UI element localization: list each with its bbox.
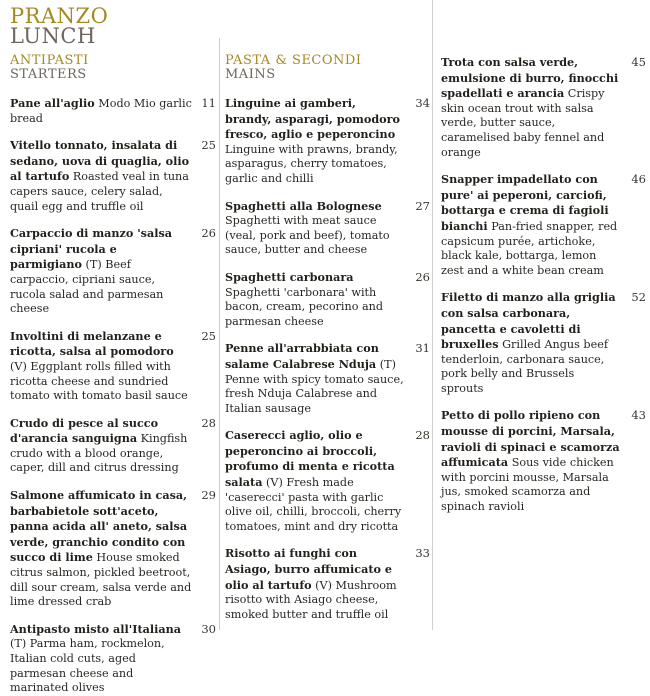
section-subtitle-starters: STARTERS: [10, 67, 87, 82]
menu-item: [441, 290, 646, 396]
menu-item: [10, 138, 216, 214]
item-price: 43: [631, 408, 646, 423]
item-name: Petto di pollo ripieno con mousse di porcini, Marsala, ravioli di spinaci e scamorza affumicata: [441, 408, 620, 470]
section-title-pasta-secondi: PASTA & SECONDI: [225, 53, 362, 68]
item-description: Kingfish crudo with a blood orange, caper, dill and citrus dressing: [10, 432, 188, 475]
item-price: 34: [415, 96, 430, 110]
item-description: Sous vide chicken with porcini mousse, Marsala jus, smoked scamorza and spinach ravioli: [441, 456, 614, 514]
menu-item: [10, 226, 216, 317]
item-name: Salmone affumicato in casa, barbabietole sott'aceto, panna acida all' aneto, salsa verde, granchio condito con succo di lime: [10, 488, 188, 565]
menu-item: [441, 172, 646, 278]
item-name: Antipasto misto all'Italiana: [10, 621, 181, 636]
item-name: Caserecci aglio, olio e peperoncino ai broccoli, profumo di menta e ricotta salata: [225, 428, 395, 490]
item-price: 11: [201, 96, 216, 110]
menu-subtitle: LUNCH: [10, 24, 96, 48]
item-price: 52: [631, 290, 646, 305]
column-divider-right: [432, 0, 433, 630]
menu-item: [225, 546, 430, 622]
item-description: (T) Penne with spicy tomato sauce, fresh Nduja Calabrese and Italian sausage: [225, 357, 404, 415]
menu-item: [225, 96, 430, 187]
menu-item: [225, 199, 430, 258]
menu-item: [10, 622, 216, 696]
item-description: Modo Mio garlic bread: [10, 97, 192, 125]
item-price: 25: [201, 328, 216, 343]
item-name: Vitello tonnato, insalata di sedano, uova di quaglia, olio al tartufo: [10, 138, 190, 184]
item-name: Snapper impadellato con pure' ai peperoni, carciofi, bottarga e crema di fagioli bianchi: [441, 172, 609, 233]
menu-title: PRANZO: [10, 4, 109, 28]
menu-item: [225, 270, 430, 329]
item-description: Crispy skin ocean trout with salsa verde, butter sauce, caramelised baby fennel and orange: [441, 87, 605, 159]
menu-item: [10, 329, 216, 404]
item-name: Spaghetti carbonara: [225, 269, 354, 284]
item-description: (T) Parma ham, rockmelon, Italian cold cuts, aged parmesan cheese and marinated olives: [10, 637, 165, 695]
item-price: 31: [415, 341, 430, 356]
item-name: Spaghetti alla Bolognese: [225, 198, 382, 213]
item-price: 33: [415, 546, 430, 561]
item-description: (V) Mushroom risotto with Asiago cheese, smoked butter and truffle oil: [225, 578, 397, 621]
item-price: 26: [201, 226, 216, 241]
item-name: Pane all'aglio: [10, 96, 95, 110]
menu-item: [441, 55, 646, 160]
item-description: Spaghetti with meat sauce (veal, pork and beef), tomato sauce, butter and cheese: [225, 214, 390, 257]
column-mains-continued: [441, 55, 646, 515]
item-name: Linguine ai gamberi, brandy, asparagi, pomodoro fresco, aglio e peperoncino: [225, 96, 400, 142]
item-price: 29: [201, 488, 216, 503]
item-description: Linguine with prawns, brandy, asparagus, cherry tomatoes, garlic and chilli: [225, 142, 398, 185]
menu-item: [225, 341, 430, 416]
menu-item: [225, 428, 430, 534]
item-price: 27: [415, 198, 430, 213]
item-price: 30: [201, 621, 216, 636]
item-name: Trota con salsa verde, emulsione di burro, finocchi spadellati e arancia: [441, 55, 619, 101]
item-description: House smoked citrus salmon, pickled beetroot, dill sour cream, salsa verde and lime dressed crab: [10, 551, 192, 609]
item-description: (T) Beef carpaccio, cipriani sauce, rucola salad and parmesan cheese: [10, 258, 164, 316]
item-price: 26: [415, 269, 430, 284]
item-description: (V) Fresh made 'caserecci' pasta with garlic olive oil, chilli, broccoli, cherry tomatoes, mint and dry ricotta: [225, 476, 402, 533]
item-description: Roasted veal in tuna capers sauce, celery salad, quail egg and truffle oil: [10, 170, 189, 213]
item-price: 28: [415, 428, 430, 443]
item-name: Crudo di pesce al succo d'arancia sanguigna: [10, 415, 159, 446]
item-name: Penne all'arrabbiata con salame Calabrese Nduja: [225, 341, 379, 371]
item-name: Risotto ai funghi con Asiago, burro affumicato e olio al tartufo: [225, 546, 393, 592]
item-description: Spaghetti 'carbonara' with bacon, cream, pecorino and parmesan cheese: [225, 285, 384, 328]
item-name: Involtini di melanzane e ricotta, salsa al pomodoro: [10, 328, 174, 359]
section-subtitle-mains: MAINS: [225, 67, 276, 82]
column-antipasti: [10, 54, 216, 696]
column-divider-left: [219, 38, 220, 630]
menu-item: [10, 96, 216, 126]
item-price: 28: [201, 415, 216, 430]
menu-item: [10, 488, 216, 610]
item-price: 25: [201, 138, 216, 153]
column-pasta-secondi: [225, 54, 430, 622]
item-name: Carpaccio di manzo 'salsa cipriani' rucola e parmigiano: [10, 226, 173, 272]
item-description: Grilled Angus beef tenderloin, carbonara sauce, pork belly and Brussels sprouts: [441, 338, 608, 395]
item-description: Pan-fried snapper, red capsicum purée, artichoke, black kale, bottarga, lemon zest and a white bean cream: [441, 219, 618, 277]
item-price: 45: [631, 55, 646, 69]
item-name: Filetto di manzo alla griglia con salsa carbonara, pancetta e cavoletti di bruxelles: [441, 290, 616, 352]
item-price: 46: [631, 172, 646, 187]
menu-item: [441, 408, 646, 514]
item-description: (V) Eggplant rolls filled with ricotta cheese and sundried tomato with tomato basil sauce: [10, 359, 188, 403]
section-title-antipasti: ANTIPASTI: [10, 53, 89, 68]
menu-item: [10, 416, 216, 476]
